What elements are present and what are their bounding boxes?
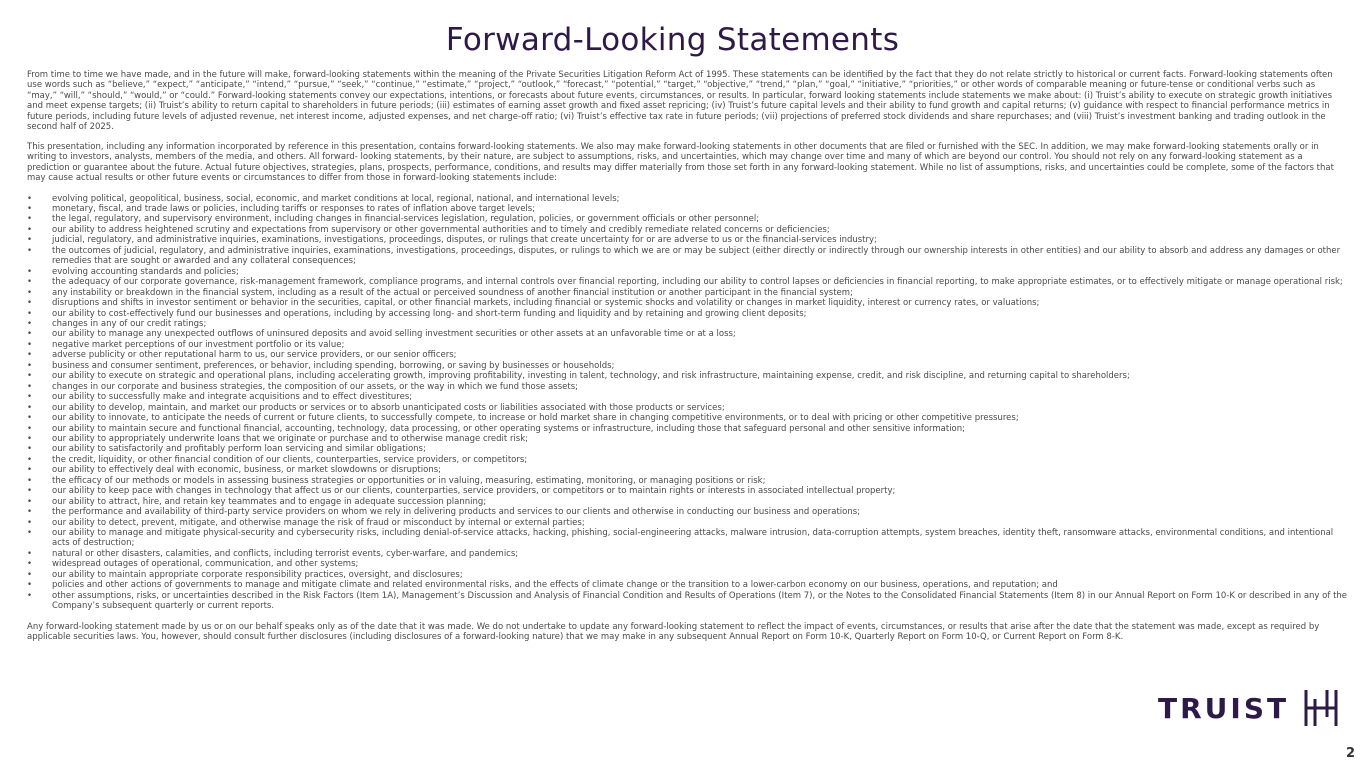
- list-item: • our ability to develop, maintain, and market our products or services or to absorb unanticipated costs or liabilities associated with those products or services;: [27, 403, 1347, 413]
- list-item: • our ability to manage and mitigate physical-security and cybersecurity risks, including denial-of-service attacks, hacking, phishing, social-engineering attacks, malware intrusion, data-corruption attempts, system breaches, identity theft, ransomware attacks, environmental conditions, and intentional acts of destruction;: [27, 528, 1347, 549]
- list-item: • any instability or breakdown in the financial system, including as a result of the actual or perceived soundness of another financial institution or another participant in the financial system;: [27, 288, 1347, 298]
- list-item: • other assumptions, risks, or uncertainties described in the Risk Factors (Item 1A), Management’s Discussion and Analysis of Financial Condition and Results of Operations (Item 7), or the Notes to the Consolidated Financial Statements (Item 8) in our Annual Report on Form 10-K or described in any of the Company’s subsequent quarterly or current reports.: [27, 591, 1347, 612]
- list-item: • widespread outages of operational, communication, and other systems;: [27, 559, 1347, 569]
- truist-logo: [1158, 688, 1339, 728]
- list-item: • our ability to maintain secure and functional financial, accounting, technology, data processing, or other operating systems or infrastructure, including those that safeguard personal and other sensitive information;: [27, 424, 1347, 434]
- list-item: • the performance and availability of third-party service providers on whom we rely in delivering products and services to our clients and otherwise in conducting our business and operations;: [27, 507, 1347, 517]
- list-item: • our ability to innovate, to anticipate the needs of current or future clients, to successfully compete, to increase or hold market share in changing competitive environments, or to deal with pricing or other competitive pressures;: [27, 413, 1347, 423]
- list-item: • our ability to manage any unexpected outflows of uninsured deposits and avoid selling investment securities or other assets at an unfavorable time or at a loss;: [27, 329, 1347, 339]
- disclaimer-body: [27, 70, 1347, 643]
- list-item: • disruptions and shifts in investor sentiment or behavior in the securities, capital, or other financial markets, including financial or systemic shocks and volatility or changes in market liquidity, interest or currency rates, or valuations;: [27, 298, 1347, 308]
- list-item: • our ability to execute on strategic and operational plans, including accelerating growth, improving profitability, investing in talent, technology, and risk infrastructure, maintaining expense, credit, and risk discipline, and returning capital to shareholders;: [27, 371, 1347, 381]
- list-item: • the legal, regulatory, and supervisory environment, including changes in financial-services legislation, regulation, policies, or government officials or other personnel;: [27, 214, 1347, 224]
- list-item: • our ability to keep pace with changes in technology that affect us or our clients, counterparties, service providers, or competitors or to maintain rights or interests in associated intellectual property;: [27, 486, 1347, 496]
- list-item: • natural or other disasters, calamities, and conflicts, including terrorist events, cyber-warfare, and pandemics;: [27, 549, 1347, 559]
- closing-paragraph: Any forward-looking statement made by us or on our behalf speaks only as of the date that it was made. We do not undertake to update any forward-looking statement to reflect the impact of events, circumstances, or results that arise after the date that the statement was made, except as required by applicable securities laws. You, however, should consult further disclosures (including disclosures of a forward-looking nature) that we may make in any subsequent Annual Report on Form 10-K, Quarterly Report on Form 10-Q, or Current Report on Form 8-K.: [27, 621, 1320, 643]
- page-title: Forward-Looking Statements: [445, 22, 900, 58]
- list-item: • our ability to address heightened scrutiny and expectations from supervisory or other governmental authorities and to timely and credibly remediate related concerns or deficiencies;: [27, 225, 1347, 235]
- list-item: • adverse publicity or other reputational harm to us, our service providers, or our senior officers;: [27, 350, 1347, 360]
- list-item: • our ability to detect, prevent, mitigate, and otherwise manage the risk of fraud or misconduct by internal or external parties;: [27, 518, 1347, 528]
- list-item: • the credit, liquidity, or other financial condition of our clients, counterparties, service providers, or competitors;: [27, 455, 1347, 465]
- list-item: • evolving political, geopolitical, business, social, economic, and market conditions at local, regional, national, and international levels;: [27, 194, 1347, 204]
- list-item: • policies and other actions of governments to manage and mitigate climate and related environmental risks, and the effects of climate change or the transition to a lower-carbon economy on our business, operations, and reputation; and: [27, 580, 1347, 590]
- logo-wordmark: TRUIST: [1158, 691, 1290, 725]
- list-item: • our ability to effectively deal with economic, business, or market slowdowns or disruptions;: [27, 465, 1347, 475]
- list-item: • business and consumer sentiment, preferences, or behavior, including spending, borrowing, or saving by businesses or households;: [27, 361, 1347, 371]
- list-item: • the outcomes of judicial, regulatory, and administrative inquiries, examinations, investigations, proceedings, disputes, or rulings to which we are or may be subject (either directly or indirectly through our ownership interests in other entities) and our ability to absorb and address any damages or other remedies that are sought or awarded and any collateral consequences;: [27, 246, 1347, 267]
- truist-hh-logo-icon: [1303, 689, 1339, 727]
- list-item: • our ability to successfully make and integrate acquisitions and to effect divestitures;: [27, 392, 1347, 402]
- intro-paragraph-1: From time to time we have made, and in the future will make, forward-looking statements within the meaning of the Private Securities Litigation Reform Act of 1995. These statements can be identified by the fact that they do not relate strictly to historical or current facts. Forward-looking statements often use words such as “believe,” “expect,” “anticipate,” “intend,” “pursue,” “seek,” “continue,” “estimate,” “project,” “outlook,” “forecast,” “potential,” “target,” “objective,” “trend,” “plan,” “goal,” “initiative,” “priorities,” or other words of comparable meaning or future-tense or conditional verbs such as “may,” “will,” “should,” “would,” or “could.” Forward-looking statements convey our expectations, intentions, or forecasts about future events, circumstances, or results. In particular, forward looking statements include statements we make about: (i) Truist’s ability to execute on strategic growth initiatives and meet expense targets; (ii) Truist’s ability to return capital to shareholders in future periods; (iii) estimates of earning asset growth and fixed asset repricing; (iv) Truist’s future capital levels and their ability to fund growth and capital returns; (v) guidance with respect to financial performance metrics in future periods, including future levels of adjusted revenue, net interest income, adjusted expenses, and net charge-off ratio; (vi) Truist’s effective tax rate in future periods; (vii) projections of preferred stock dividends and share repurchases; and (viii) Truist’s investment banking and trading outlook in the second half of 2025.: [27, 70, 1333, 133]
- list-item: • our ability to satisfactorily and profitably perform loan servicing and similar obligations;: [27, 444, 1347, 454]
- list-item: • our ability to appropriately underwrite loans that we originate or purchase and to otherwise manage credit risk;: [27, 434, 1347, 444]
- list-item: • our ability to attract, hire, and retain key teammates and to engage in adequate succession planning;: [27, 497, 1347, 507]
- risk-factor-list: [27, 194, 1347, 612]
- list-item: • the adequacy of our corporate governance, risk-management framework, compliance programs, and internal controls over financial reporting, including our ability to control lapses or deficiencies in financial reporting, to make appropriate estimates, or to effectively mitigate or manage operational risk;: [27, 277, 1347, 287]
- list-item: • the efficacy of our methods or models in assessing business strategies or opportunities or in valuing, measuring, estimating, monitoring, or managing positions or risk;: [27, 476, 1347, 486]
- list-item: • our ability to cost-effectively fund our businesses and operations, including by accessing long- and short-term funding and liquidity and by retaining and growing client deposits;: [27, 309, 1347, 319]
- list-item: • changes in any of our credit ratings;: [27, 319, 1347, 329]
- list-item: • judicial, regulatory, and administrative inquiries, examinations, investigations, proceedings, disputes, or rulings that create uncertainty for or are adverse to us or the financial-services industry;: [27, 235, 1347, 245]
- list-item: • evolving accounting standards and policies;: [27, 267, 1347, 277]
- list-item: • our ability to maintain appropriate corporate responsibility practices, oversight, and disclosures;: [27, 570, 1347, 580]
- list-item: • negative market perceptions of our investment portfolio or its value;: [27, 340, 1347, 350]
- list-item: • monetary, fiscal, and trade laws or policies, including tariffs or responses to rates of inflation above target levels;: [27, 204, 1347, 214]
- page-number: 2: [1345, 746, 1355, 761]
- list-item: • changes in our corporate and business strategies, the composition of our assets, or the way in which we fund those assets;: [27, 382, 1347, 392]
- intro-paragraph-2: This presentation, including any information incorporated by reference in this presentation, contains forward-looking statements. We also may make forward-looking statements in other documents that are filed or furnished with the SEC. In addition, we may make forward-looking statements orally or in writing to investors, analysts, members of the media, and others. All forward- looking statements, by their nature, are subject to assumptions, risks, and uncertainties, which may change over time and many of which are beyond our control. You should not rely on any forward-looking statement as a prediction or guarantee about the future. Actual future objectives, strategies, plans, prospects, performance, conditions, and results may differ materially from those set forth in any forward-looking statement. While no list of assumptions, risks, and uncertainties could be complete, some of the factors that may cause actual results or other future events or circumstances to differ from those in forward-looking statements include:: [27, 141, 1334, 184]
